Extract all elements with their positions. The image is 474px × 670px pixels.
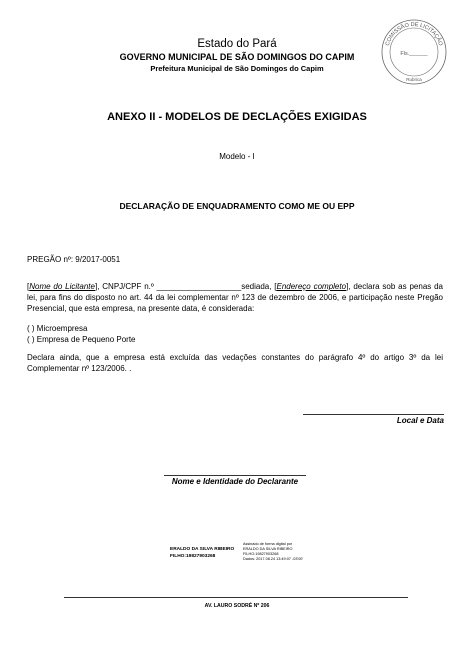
header-prefecture: Prefeitura Municipal de São Domingos do Capim xyxy=(150,64,324,73)
digital-detail-line: ERALDO DA SILVA RIBEIRO xyxy=(243,547,293,551)
header-state: Estado do Pará xyxy=(197,38,277,50)
declaration-paragraph-2: Declara ainda, que a empresa está excluída das vedações constantes do parágrafo 4º do artigo 3º da lei Complementar nº 123/2006. . xyxy=(27,353,443,373)
seal-rubrica-label: Rubrica xyxy=(406,77,422,82)
local-date-signature-line xyxy=(303,414,444,415)
endereco-placeholder: Endereço completo xyxy=(276,282,347,291)
declarant-signature-line xyxy=(164,475,306,476)
licitante-placeholder: Nome do Licitante xyxy=(29,282,95,291)
declaration-paragraph-1 xyxy=(27,281,443,314)
option-empresa-pequeno-porte: ( ) Empresa de Pequeno Porte xyxy=(27,335,136,344)
seal-fls-label: Fls.______ xyxy=(400,51,428,57)
model-label: Modelo - I xyxy=(219,152,255,161)
option-microempresa: ( ) Microempresa xyxy=(27,324,88,333)
digital-detail-line: Dados: 2017.08.24 13:49:07 -03'00' xyxy=(243,557,304,561)
digital-signature-block xyxy=(170,542,320,572)
declarant-name-label: Nome e Identidade do Declarante xyxy=(171,477,299,486)
header-government: GOVERNO MUNICIPAL DE SÃO DOMINGOS DO CAPIM xyxy=(119,52,355,62)
paragraph1-part1: ], CNPJ/CPF n.º ___________________sediada, [ xyxy=(94,282,277,291)
local-date-label: Local e Data xyxy=(396,416,444,425)
digital-signer-name: ERALDO DA SILVA RIBEIRO xyxy=(170,547,235,552)
seal-arc-text: COMISSÃO DE LICITAÇÃO xyxy=(384,21,444,47)
digital-detail-line: Assinado de forma digital por xyxy=(243,542,293,546)
digital-detail-line: FILHO:19827903268 xyxy=(243,552,279,556)
digital-signer-id: FILHO:19827903268 xyxy=(170,554,216,559)
pregao-number: PREGÃO nº: 9/2017-0051 xyxy=(27,255,121,264)
paragraph1-part2: ], declara sob as penas da lei, para fins do disposto no art. 44 da lei complementar nº 123 de dezembro de 2006, e participação neste Pregão Presencial, que esta empresa, na presente data, é considerada: xyxy=(27,282,444,313)
footer-address: AV. LAURO SODRÉ Nº 206 xyxy=(204,603,270,609)
bracket-open: [ xyxy=(27,282,30,291)
annex-title: ANEXO II - MODELOS DE DECLAÇÕES EXIGIDAS xyxy=(107,111,367,123)
declaration-title: DECLARAÇÃO DE ENQUADRAMENTO COMO ME OU EPP xyxy=(119,201,355,211)
commission-seal-stamp xyxy=(380,18,448,86)
footer-divider xyxy=(64,597,408,598)
